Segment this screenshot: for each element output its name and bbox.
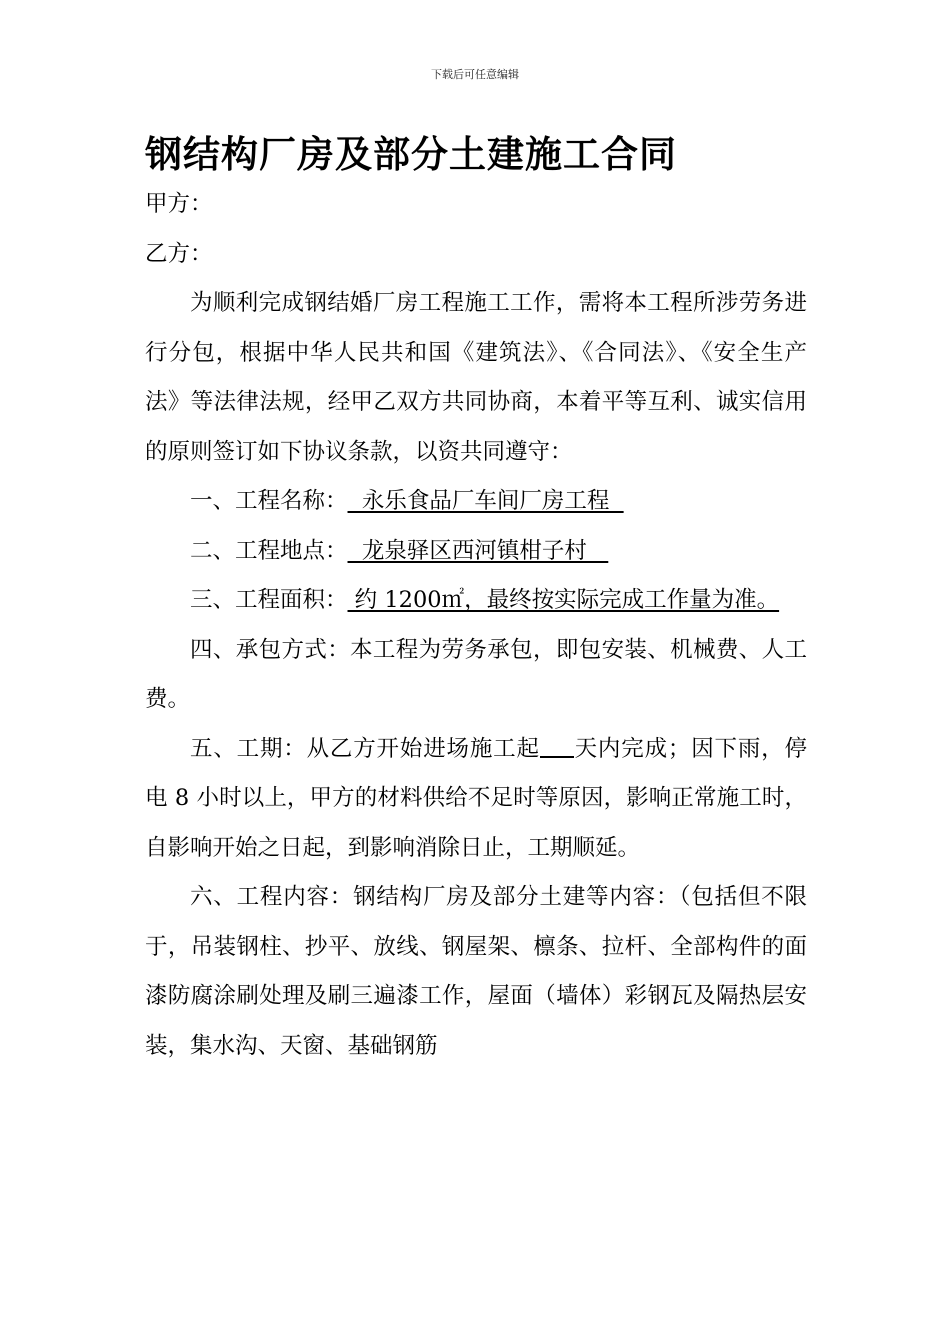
clause-text: 天内完成；因下雨，停电 8 小时以上，甲方的材料供给不足时等原因，影响正常施工时，自影响开始之日起，到影响消除日止，工期顺延。 bbox=[145, 735, 807, 861]
clause-project-name bbox=[145, 477, 807, 527]
project-name-value: 永乐食品厂车间厂房工程 bbox=[347, 488, 624, 514]
preamble-paragraph: 为顺利完成钢结婚厂房工程施工工作，需将本工程所涉劳务进行分包，根据中华人民共和国《建筑法》、《合同法》、《安全生产法》等法律法规，经甲乙双方共同协商，本着平等互利、诚实信用的原则签订如下协议条款，以资共同遵守： bbox=[145, 290, 807, 465]
clause-project-area bbox=[145, 576, 807, 626]
party-b-line: 乙方： bbox=[145, 240, 213, 267]
clause-label: 三、工程面积： bbox=[190, 587, 348, 613]
project-location-value: 龙泉驿区西河镇柑子村 bbox=[347, 537, 609, 564]
party-a-line: 甲方： bbox=[145, 191, 213, 217]
contract-body bbox=[145, 180, 807, 1071]
clause-label: 二、工程地点： bbox=[190, 537, 348, 564]
clause-project-content: 六、工程内容：钢结构厂房及部分土建等内容：（包括但不限于，吊装钢柱、抄平、放线、钢屋架、檩条、拉杆、全部构件的面漆防腐涂刷处理及刷三遍漆工作，屋面（墙体）彩钢瓦及隔热层安装，集水沟、天窗、基础钢筋 bbox=[145, 884, 807, 1059]
days-blank bbox=[540, 733, 574, 758]
clause-contract-method: 四、承包方式：本工程为劳务承包，即包安装、机械费、人工费。 bbox=[145, 636, 807, 712]
header-note: 下载后可任意编辑 bbox=[431, 68, 519, 81]
clause-text: 五、工期：从乙方开始进场施工起 bbox=[190, 735, 540, 762]
clause-label: 一、工程名称： bbox=[190, 488, 348, 514]
clause-project-location bbox=[145, 527, 807, 577]
project-area-value: 约 1200㎡，最终按实际完成工作量为准。 bbox=[347, 587, 780, 613]
clause-construction-period bbox=[145, 725, 807, 874]
contract-title: 钢结构厂房及部分土建施工合同 bbox=[145, 133, 677, 176]
